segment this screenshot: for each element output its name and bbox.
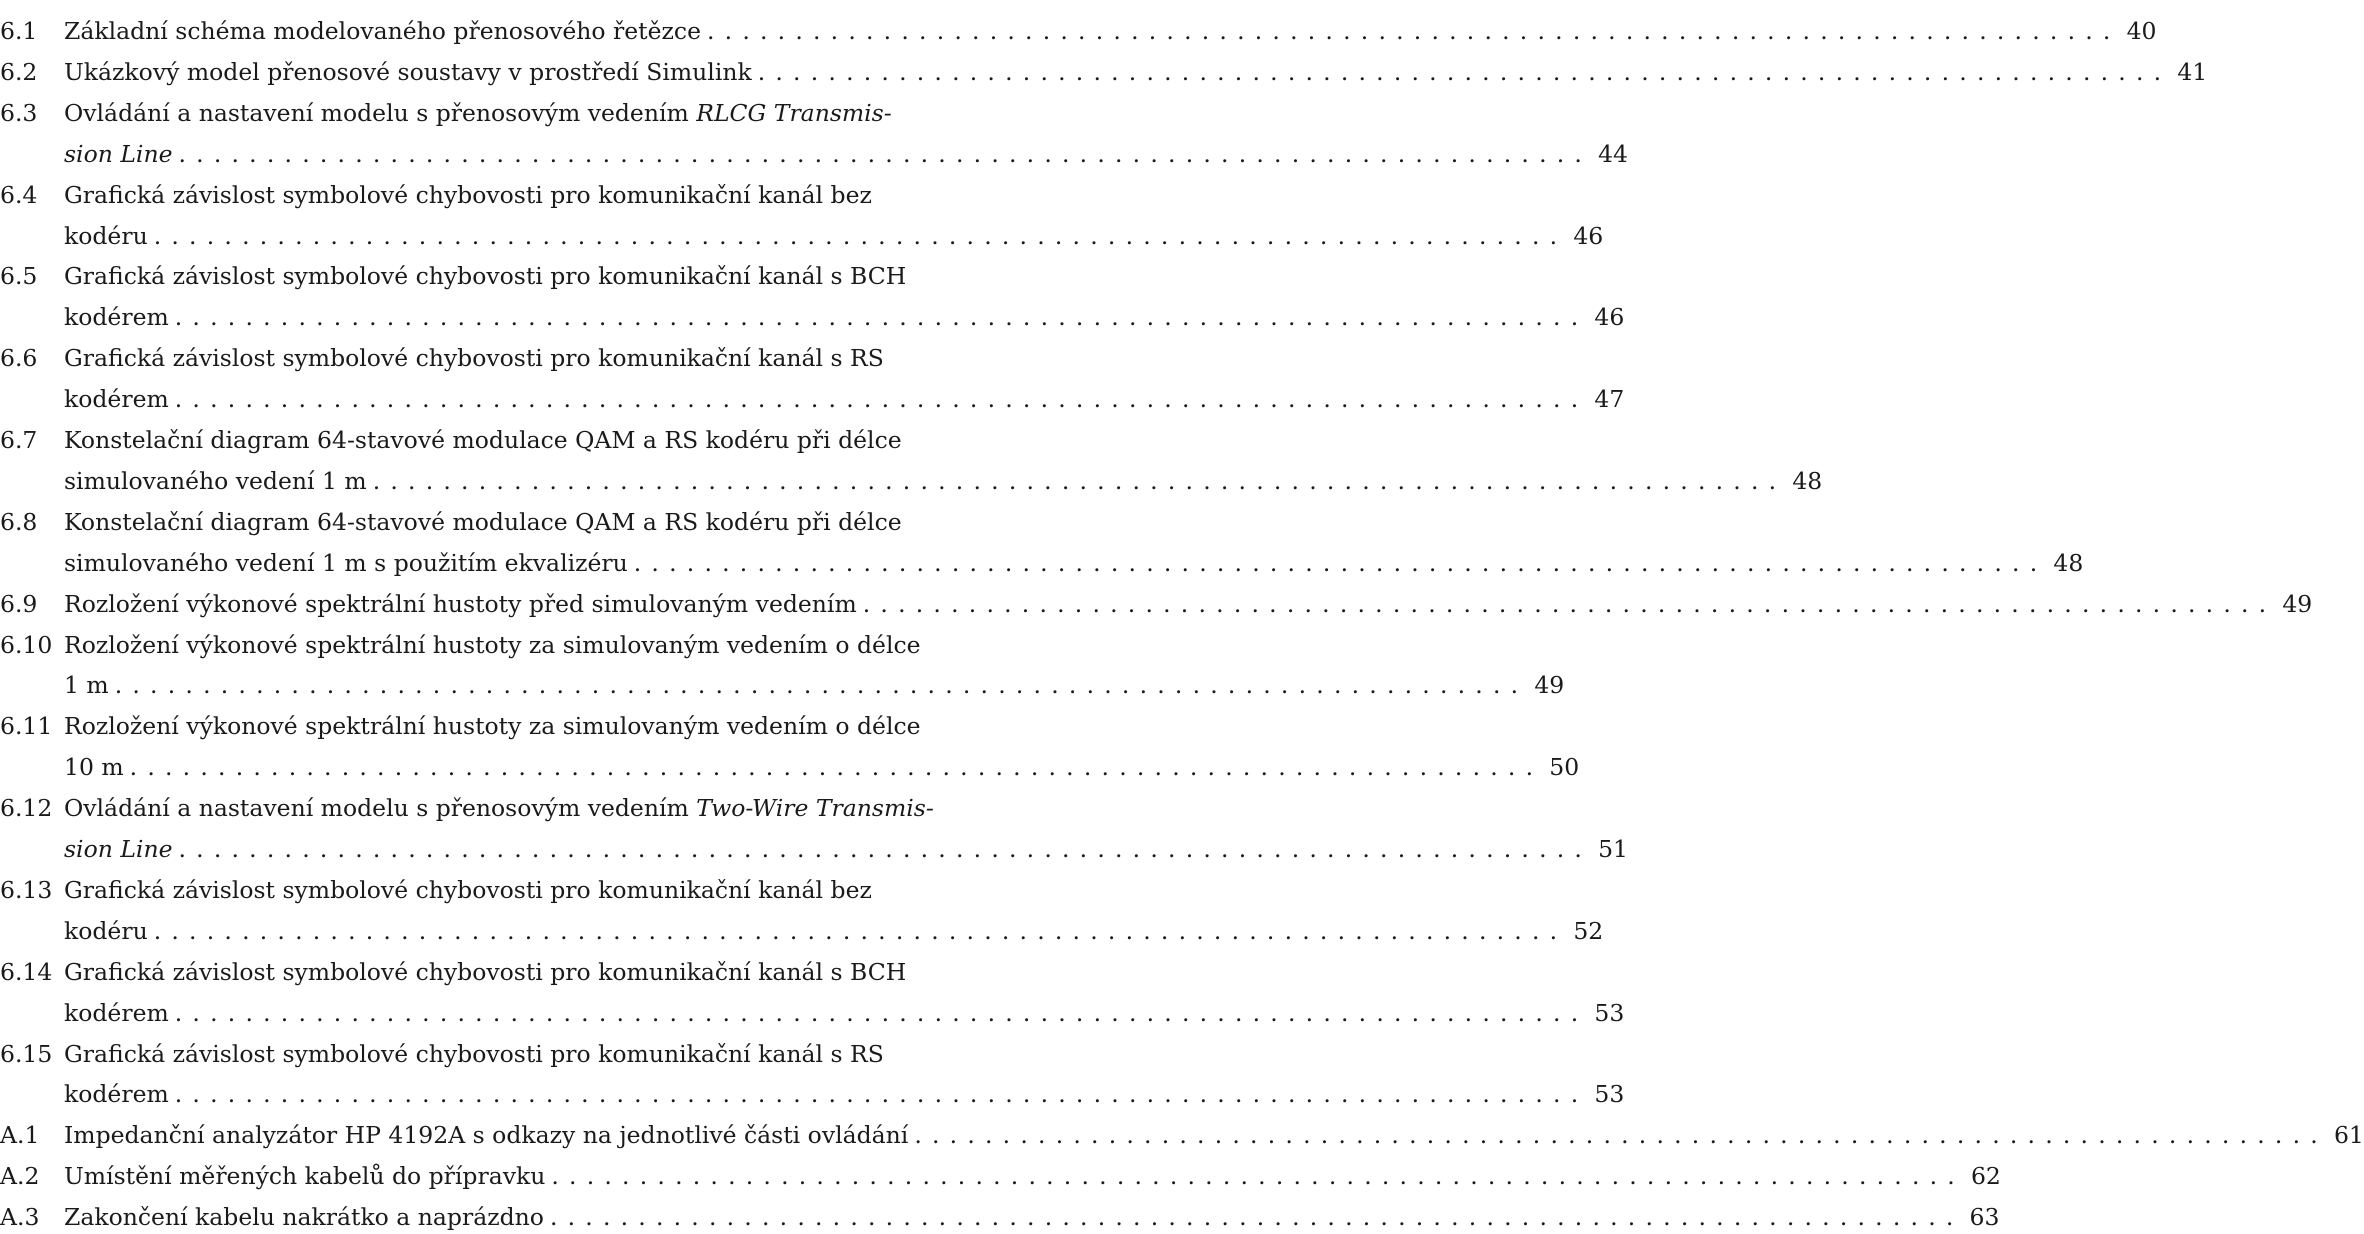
page-number[interactable]: 44 — [1598, 139, 1629, 168]
figure-number: A.1 — [0, 1121, 40, 1150]
figure-caption — [64, 259, 960, 293]
toc-line[interactable] — [0, 587, 2313, 621]
page-number[interactable]: 46 — [1594, 303, 1625, 332]
caption-text: 1 m — [64, 671, 109, 700]
toc-line[interactable] — [0, 750, 1580, 784]
figure-number: 6.7 — [0, 426, 38, 454]
toc-line[interactable] — [0, 1077, 1625, 1111]
figure-caption — [64, 505, 960, 539]
figure-caption — [64, 300, 1625, 334]
figure-caption — [64, 709, 960, 743]
caption-text: sion Line — [64, 835, 173, 863]
caption-text: Grafická závislost symbolové chybovosti pro komunikační kanál bez — [64, 180, 872, 209]
page-number[interactable]: 48 — [1792, 466, 1823, 495]
dot-leader: ................................................................................ — [551, 1162, 1965, 1191]
figure-caption — [64, 14, 2157, 48]
caption-text: simulovaného vedení 1 m — [64, 466, 367, 495]
caption-text: Grafická závislost symbolové chybovosti pro komunikační kanál s BCH — [64, 957, 907, 986]
page-number[interactable]: 61 — [2333, 1121, 2364, 1150]
page-number[interactable]: 49 — [2282, 589, 2313, 618]
toc-line — [0, 873, 960, 907]
dot-leader: ................................................................................ — [862, 589, 2277, 618]
figure-caption — [64, 587, 2313, 621]
caption-text: Grafická závislost symbolové chybovosti pro komunikační kanál s RS — [64, 1039, 884, 1068]
caption-text: Rozložení výkonové spektrální hustoty před simulovaným vedením — [64, 589, 857, 618]
toc-line[interactable] — [0, 300, 1625, 334]
figure-caption — [64, 219, 1604, 253]
figure-number: 6.11 — [0, 712, 53, 741]
toc-line[interactable] — [0, 1159, 2001, 1193]
caption-text: Impedanční analyzátor HP 4192A s odkazy na jednotlivé části ovládání — [64, 1121, 909, 1150]
toc-line — [0, 178, 960, 212]
toc-line[interactable] — [0, 14, 2157, 48]
page-number[interactable]: 53 — [1594, 998, 1625, 1027]
caption-text: kodérem — [64, 1080, 169, 1109]
figure-number: 6.9 — [0, 589, 38, 618]
caption-text: sion Line — [64, 139, 173, 168]
toc-line — [0, 423, 960, 457]
toc-line[interactable] — [0, 832, 1629, 866]
figure-caption — [64, 423, 960, 457]
dot-leader: ................................................................................ — [174, 998, 1589, 1027]
dot-leader: ................................................................................ — [549, 1203, 1964, 1232]
figure-caption — [64, 1200, 2000, 1234]
page-number[interactable]: 63 — [1969, 1203, 2000, 1232]
page-number[interactable]: 41 — [2177, 57, 2208, 86]
toc-line — [0, 341, 960, 375]
figure-number: 6.15 — [0, 1039, 53, 1068]
dot-leader: ................................................................................ — [757, 57, 2172, 86]
caption-text: Základní schéma modelovaného přenosového řetězce — [64, 17, 701, 45]
dot-leader: ................................................................................ — [114, 671, 1529, 700]
caption-text: Grafická závislost symbolové chybovosti pro komunikační kanál s BCH — [64, 262, 907, 291]
toc-line[interactable] — [0, 668, 1565, 702]
toc-line — [0, 791, 960, 825]
dot-leader: ................................................................................ — [633, 548, 2048, 577]
figure-number: 6.2 — [0, 57, 38, 86]
caption-text: kodérem — [64, 998, 169, 1027]
page-number[interactable]: 49 — [1534, 671, 1565, 700]
caption-text: Zakončení kabelu nakrátko a naprázdno — [64, 1203, 544, 1232]
toc-line[interactable] — [0, 1200, 2000, 1234]
caption-text: Grafická závislost symbolové chybovosti pro komunikační kanál bez — [64, 875, 872, 904]
dot-leader: ................................................................................ — [129, 753, 1544, 782]
toc-line — [0, 96, 960, 130]
figure-number: 6.5 — [0, 262, 38, 291]
figure-caption — [64, 96, 960, 130]
figure-caption — [64, 791, 960, 825]
caption-text: Rozložení výkonové spektrální hustoty za simulovaným vedením o délce — [64, 630, 921, 659]
toc-line — [0, 955, 960, 989]
figure-caption — [64, 955, 960, 989]
figure-number: 6.4 — [0, 180, 38, 209]
toc-line — [0, 628, 960, 662]
toc-line — [0, 259, 960, 293]
dot-leader: ................................................................................ — [174, 385, 1589, 414]
dot-leader: ................................................................................ — [706, 17, 2121, 45]
figure-number: 6.10 — [0, 630, 53, 659]
page-number[interactable]: 51 — [1598, 835, 1629, 863]
figure-caption — [64, 996, 1625, 1030]
page-number[interactable]: 46 — [1573, 221, 1604, 250]
page-number[interactable]: 53 — [1594, 1080, 1625, 1109]
figure-caption — [64, 382, 1625, 416]
page-number[interactable]: 47 — [1594, 385, 1625, 414]
page-number[interactable]: 52 — [1573, 916, 1604, 945]
figure-number: 6.12 — [0, 794, 53, 823]
toc-line[interactable] — [0, 55, 2208, 89]
caption-text: Ovládání a nastavení modelu s přenosovým vedením Two-Wire Transmis- — [64, 794, 934, 823]
figure-number: A.2 — [0, 1162, 40, 1191]
figure-caption — [64, 1037, 960, 1071]
caption-text: Umístění měřených kabelů do přípravku — [64, 1162, 546, 1191]
toc-line[interactable] — [0, 382, 1625, 416]
caption-text: simulovaného vedení 1 m s použitím ekvalizéru — [64, 548, 628, 577]
dot-leader: ................................................................................ — [174, 303, 1589, 332]
caption-text: Ovládání a nastavení modelu s přenosovým vedením RLCG Transmis- — [64, 98, 892, 127]
dot-leader: ................................................................................ — [153, 221, 1568, 250]
figure-number: 6.14 — [0, 957, 53, 986]
caption-text: kodéru — [64, 916, 148, 945]
toc-line — [0, 709, 960, 743]
caption-text: Ukázkový model přenosové soustavy v prostředí Simulink — [64, 57, 752, 86]
page-number[interactable]: 48 — [2053, 548, 2084, 577]
figure-number: 6.3 — [0, 98, 38, 127]
figure-caption — [64, 1159, 2001, 1193]
figure-caption — [64, 546, 2084, 580]
caption-text: 10 m — [64, 753, 124, 782]
dot-leader: ................................................................................ — [174, 1080, 1589, 1109]
dot-leader: ................................................................................ — [372, 466, 1787, 495]
figure-caption — [64, 1118, 2364, 1152]
figure-number: 6.13 — [0, 875, 53, 904]
figure-caption — [64, 464, 1823, 498]
page-number[interactable]: 40 — [2126, 17, 2157, 45]
caption-text: Konstelační diagram 64-stavové modulace QAM a RS kodéru při délce — [64, 426, 902, 454]
figure-number: 6.6 — [0, 344, 38, 373]
figure-caption — [64, 1077, 1625, 1111]
dot-leader: ................................................................................ — [153, 916, 1568, 945]
caption-text: Rozložení výkonové spektrální hustoty za simulovaným vedením o délce — [64, 712, 921, 741]
toc-line[interactable] — [0, 1118, 2364, 1152]
dot-leader: ................................................................................ — [178, 139, 1593, 168]
caption-text: kodéru — [64, 221, 148, 250]
figure-caption — [64, 628, 960, 662]
caption-text: Grafická závislost symbolové chybovosti pro komunikační kanál s RS — [64, 344, 884, 373]
page-number[interactable]: 50 — [1549, 753, 1580, 782]
toc-line — [0, 505, 960, 539]
caption-text: kodérem — [64, 303, 169, 332]
toc-line[interactable] — [0, 996, 1625, 1030]
dot-leader: ................................................................................ — [914, 1121, 2328, 1150]
figure-number: 6.1 — [0, 17, 38, 45]
page-number[interactable]: 62 — [1970, 1162, 2001, 1191]
figure-number: 6.8 — [0, 507, 38, 536]
caption-text: Konstelační diagram 64-stavové modulace QAM a RS kodéru při délce — [64, 507, 902, 536]
toc-line[interactable] — [0, 219, 1604, 253]
figure-caption — [64, 668, 1565, 702]
toc-line — [0, 1037, 960, 1071]
toc-line[interactable] — [0, 464, 1823, 498]
caption-text: kodérem — [64, 385, 169, 414]
figure-caption — [64, 750, 1580, 784]
figure-caption — [64, 55, 2208, 89]
figure-number: A.3 — [0, 1203, 40, 1232]
toc-line[interactable] — [0, 546, 2084, 580]
figure-caption — [64, 832, 1629, 866]
figure-caption — [64, 137, 1629, 171]
toc-line[interactable] — [0, 137, 1629, 171]
figure-caption — [64, 914, 1604, 948]
toc-line[interactable] — [0, 914, 1604, 948]
figure-caption — [64, 341, 960, 375]
figure-caption — [64, 873, 960, 907]
figure-caption — [64, 178, 960, 212]
dot-leader: ................................................................................ — [178, 835, 1593, 863]
